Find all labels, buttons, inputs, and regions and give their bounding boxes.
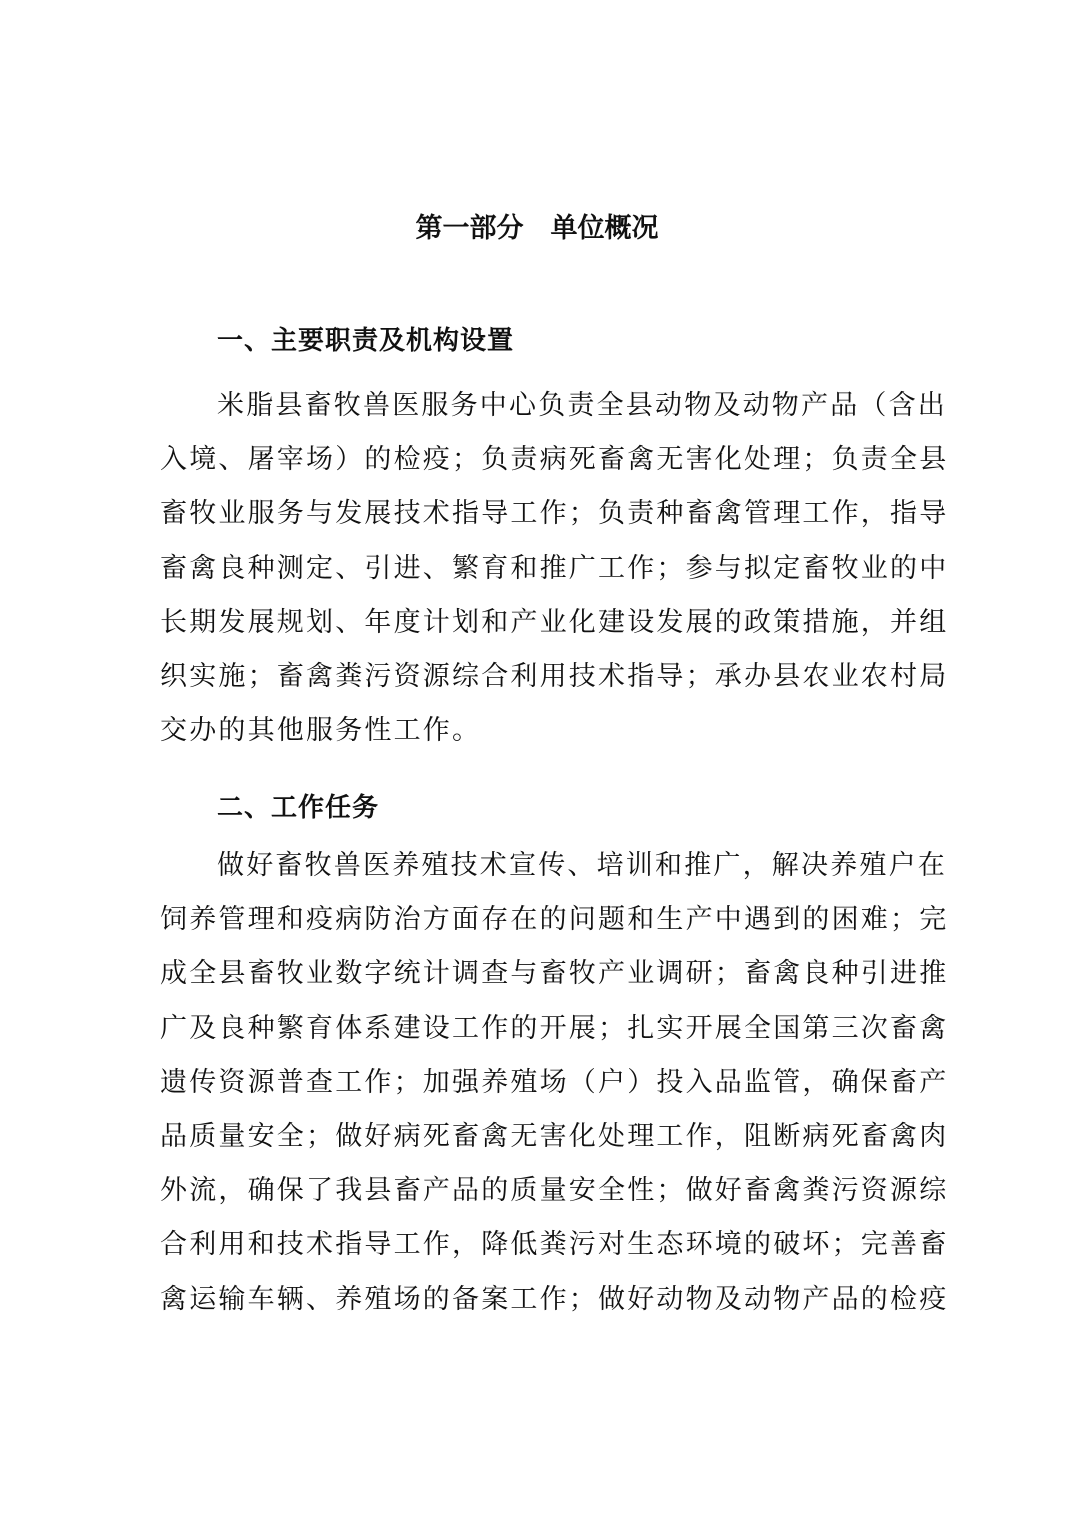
- section-heading-duties: 一、主要职责及机构设置: [217, 326, 515, 356]
- paragraph-line: 畜禽良种测定、引进、繁育和推广工作；参与拟定畜牧业的中: [160, 552, 949, 584]
- paragraph-line: 畜牧业服务与发展技术指导工作；负责种畜禽管理工作，指导: [160, 498, 949, 530]
- section-heading-tasks: 二、工作任务: [217, 793, 380, 823]
- paragraph-line: 长期发展规划、年度计划和产业化建设发展的政策措施，并组: [160, 606, 949, 638]
- page-title: 第一部分 单位概况: [415, 213, 659, 244]
- paragraph-line: 外流，确保了我县畜产品的质量安全性；做好畜禽粪污资源综: [160, 1175, 949, 1207]
- paragraph-line: 遗传资源普查工作；加强养殖场（户）投入品监管，确保畜产: [160, 1066, 949, 1098]
- paragraph-line: 饲养管理和疫病防治方面存在的问题和生产中遇到的困难；完: [160, 904, 949, 936]
- paragraph-line: 品质量安全；做好病死畜禽无害化处理工作，阻断病死畜禽肉: [160, 1120, 949, 1152]
- section-paragraph-tasks: [160, 839, 949, 1327]
- paragraph-line: 合利用和技术指导工作，降低粪污对生态环境的破坏；完善畜: [160, 1229, 949, 1261]
- paragraph-line: 交办的其他服务性工作。: [160, 715, 482, 747]
- paragraph-line: 做好畜牧兽医养殖技术宣传、培训和推广，解决养殖户在: [217, 850, 947, 881]
- paragraph-line: 广及良种繁育体系建设工作的开展；扎实开展全国第三次畜禽: [160, 1012, 949, 1044]
- paragraph-line: 米脂县畜牧兽医服务中心负责全县动物及动物产品（含出: [217, 390, 947, 421]
- paragraph-line: 织实施；畜禽粪污资源综合利用技术指导；承办县农业农村局: [160, 660, 949, 692]
- section-paragraph-duties: [160, 379, 949, 758]
- paragraph-line: 禽运输车辆、养殖场的备案工作；做好动物及动物产品的检疫: [160, 1283, 949, 1315]
- paragraph-line: 成全县畜牧业数字统计调查与畜牧产业调研；畜禽良种引进推: [160, 958, 949, 990]
- paragraph-line: 入境、屠宰场）的检疫；负责病死畜禽无害化处理；负责全县: [160, 444, 949, 476]
